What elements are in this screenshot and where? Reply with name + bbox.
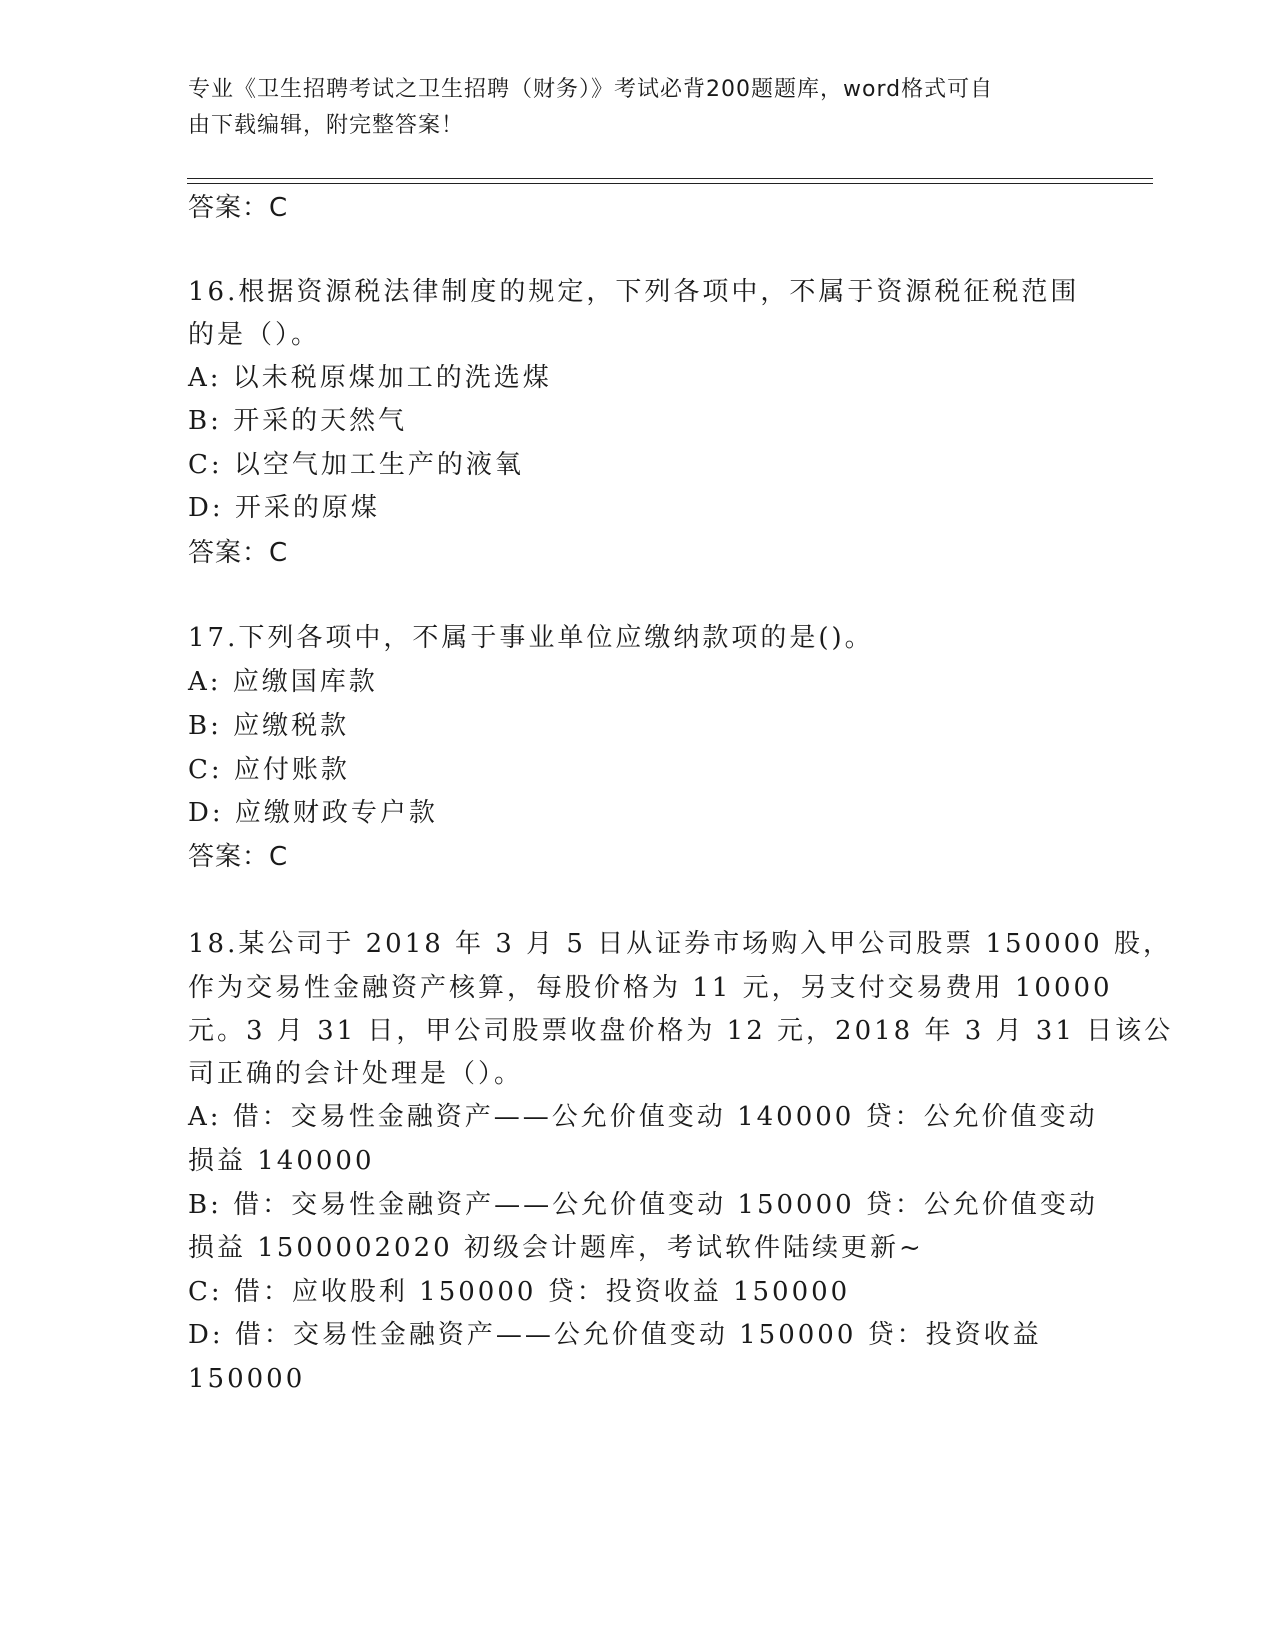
header-line-1: 专业《卫生招聘考试之卫生招聘（财务）》考试必背200题题库，word格式可自 — [188, 77, 994, 102]
option-a-line: A: 以未税原煤加工的洗选煤 — [188, 363, 552, 393]
option-d-line-1: D: 借：交易性金融资产——公允价值变动 150000 贷：投资收益 — [188, 1320, 1042, 1350]
question-16-line-1: 16.根据资源税法律制度的规定，下列各项中，不属于资源税征税范围 — [188, 277, 1080, 307]
option-c-line: C: 应付账款 — [188, 755, 350, 785]
option-c-line: C: 以空气加工生产的液氧 — [188, 450, 524, 480]
header-line-2: 由下载编辑，附完整答案！ — [188, 113, 465, 138]
option-d-line: D: 应缴财政专户款 — [188, 798, 438, 828]
option-b-line-2: 损益 1500002020 初级会计题库，考试软件陆续更新~ — [188, 1233, 924, 1263]
header-divider-top — [187, 178, 1153, 179]
document-header — [188, 72, 1068, 144]
answer-line: 答案：C — [188, 193, 289, 223]
option-a-line-2: 损益 140000 — [188, 1146, 375, 1176]
option-a-line-1: A: 借：交易性金融资产——公允价值变动 140000 贷：公允价值变动 — [188, 1102, 1098, 1132]
answer-line: 答案：C — [188, 538, 289, 568]
answer-line: 答案：C — [188, 842, 289, 872]
question-16-line-2: 的是（）。 — [188, 320, 321, 350]
question-18-line-3: 元。3 月 31 日，甲公司股票收盘价格为 12 元，2018 年 3 月 31 日该公 — [188, 1016, 1174, 1046]
option-d-line-2: 150000 — [188, 1364, 306, 1394]
option-a-line: A: 应缴国库款 — [188, 667, 378, 697]
header-divider-bottom — [187, 183, 1153, 184]
option-d-line: D: 开采的原煤 — [188, 493, 380, 523]
question-17-line-1: 17.下列各项中，不属于事业单位应缴纳款项的是()。 — [188, 623, 874, 653]
question-18-line-1: 18.某公司于 2018 年 3 月 5 日从证券市场购入甲公司股票 150000 股， — [188, 929, 1172, 959]
question-18-line-4: 司正确的会计处理是（）。 — [188, 1059, 524, 1089]
question-18-line-2: 作为交易性金融资产核算，每股价格为 11 元，另支付交易费用 10000 — [188, 973, 1113, 1003]
option-c-line: C: 借：应收股利 150000 贷：投资收益 150000 — [188, 1277, 851, 1307]
option-b-line: B: 开采的天然气 — [188, 406, 408, 436]
option-b-line-1: B: 借：交易性金融资产——公允价值变动 150000 贷：公允价值变动 — [188, 1190, 1098, 1220]
option-b-line: B: 应缴税款 — [188, 711, 350, 741]
